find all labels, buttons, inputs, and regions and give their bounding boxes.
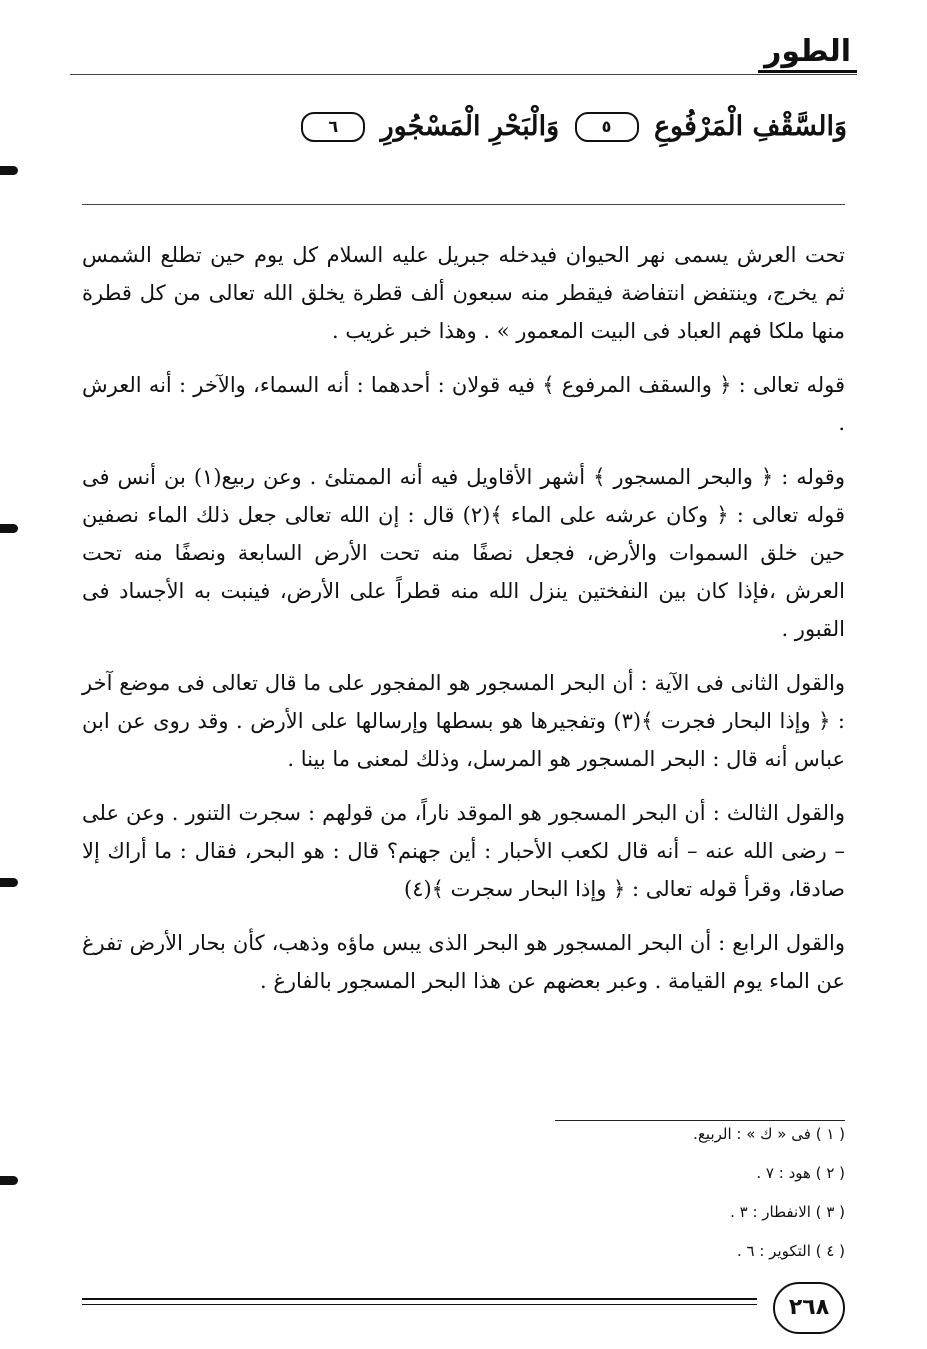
header-rule — [70, 74, 857, 75]
commentary-body — [82, 236, 845, 1016]
footnote: ( ٣ ) الانفطار : ٣ . — [730, 1203, 845, 1221]
footnote-separator — [555, 1120, 845, 1121]
paragraph: والقول الثالث : أن البحر المسجور هو الموقد ناراً، من قولهم : سجرت التنور . وعن على – رضى الله عنه – أنه قال لكعب الأحبار : أين جهنم؟ قال : هو البحر، فقال : ما أراك إلا صادقا، وقرأ قوله تعالى : ﴿ وإذا البحار سجرت ﴾(٤) — [82, 801, 845, 901]
paragraph: وقوله : ﴿ والبحر المسجور ﴾ أشهر الأقاويل فيه أنه الممتلئ . وعن ربيع(١) بن أنس فى قوله تعالى : ﴿ وكان عرشه على الماء ﴾(٢) قال : إن الله تعالى جعل ذلك الماء نصفين حين خلق السموات والأرض، فجعل نصفًا منه تحت الأرض السابعة ونصفًا منه تحت العرش ،فإذا كان بين النفختين ينزل الله منه قطراً على الأرض، فينبت به الأجساد فى القبور . — [82, 465, 845, 641]
footnote: ( ١ ) فى « ك » : الربيع. — [693, 1125, 845, 1143]
margin-mark — [0, 524, 18, 533]
surah-title: الطور — [758, 36, 857, 73]
ayah-number-marker: ٥ — [575, 112, 639, 142]
paragraph: قوله تعالى : ﴿ والسقف المرفوع ﴾ فيه قولان : أحدهما : أنه السماء، والآخر : أنه العرش . — [82, 373, 845, 435]
footnote: ( ٤ ) التكوير : ٦ . — [736, 1242, 845, 1260]
ayah-number-marker: ٦ — [301, 112, 365, 142]
margin-mark — [0, 1176, 18, 1185]
verse-text-1: وَالسَّقْفِ الْمَرْفُوعِ — [653, 110, 847, 142]
footnotes — [82, 1124, 845, 1280]
paragraph: تحت العرش يسمى نهر الحيوان فيدخله جبريل عليه السلام كل يوم حين تطلع الشمس ثم يخرج، وينتفض انتفاضة فيقطر منه سبعون ألف قطرة يخلق الله تعالى من كل قطرة منها ملكا فهم العباد فى البيت المعمور » . وهذا خبر غريب . — [82, 243, 845, 343]
verse-separator-rule — [82, 204, 845, 205]
paragraph: والقول الثانى فى الآية : أن البحر المسجور هو المفجور على ما قال تعالى فى موضع آخر : ﴿ وإذا البحار فجرت ﴾(٣) وتفجيرها هو بسطها وإرسالها على الأرض . وقد روى عن ابن عباس أنه قال : البحر المسجور هو المرسل، وذلك لمعنى ما بينا . — [82, 671, 845, 771]
paragraph: والقول الرابع : أن البحر المسجور هو البحر الذى يبس ماؤه وذهب، كأن بحار الأرض تفرغ عن الماء يوم القيامة . وعبر بعضهم عن هذا البحر المسجور بالفارغ . — [82, 931, 845, 993]
margin-mark — [0, 166, 18, 175]
margin-mark — [0, 878, 18, 887]
footnote: ( ٢ ) هود : ٧ . — [756, 1164, 845, 1182]
quran-verse-line — [295, 106, 847, 147]
verse-text-2: وَالْبَحْرِ الْمَسْجُورِ — [380, 110, 560, 142]
footer-rule — [82, 1304, 757, 1305]
page-header — [70, 36, 857, 72]
footer-rule — [82, 1298, 757, 1300]
page-number: ٢٦٨ — [773, 1282, 845, 1334]
